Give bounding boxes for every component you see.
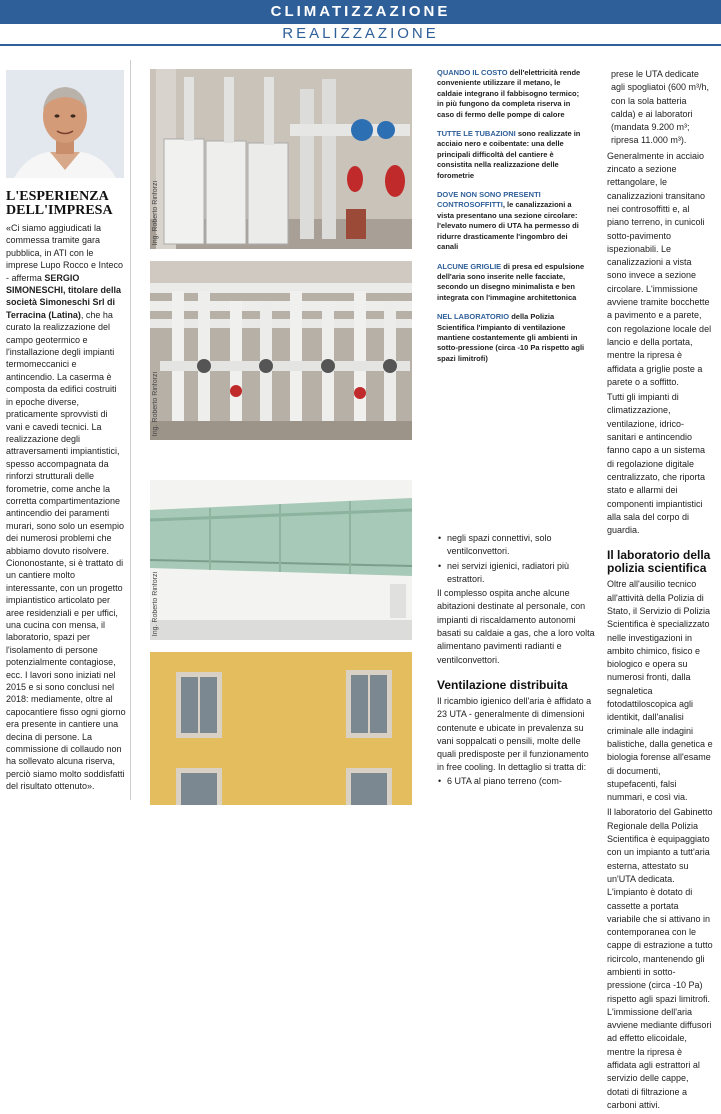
photo-credit: Ing. Roberto Rinforzi [152,180,159,245]
portrait-photo [6,70,124,178]
caption-head: NEL LABORATORIO [437,312,510,322]
caption-head: QUANDO IL COSTO [437,68,508,77]
photo-pipes [150,261,412,440]
caption [437,312,587,364]
paragraph: prese le UTA dedicate agli spogliatoi (600 m³/h, con la sola batteria calda) e ai laboratori (mandata 9.200 m³; ripresa 11.000 m³). [611,69,710,146]
caption-head: DOVE NON SONO PRESENTI CONTROSOFFITTI [437,190,541,210]
paragraph: Il ricambio igienico dell'aria è affidato a 23 UTA - generalmente di dimensioni contenute e ubicate in prevalenza su vani soppalcati o pensili, molte delle quali predisposte per il funzionamento in free cooling. In dettaglio si tratta di: [437,695,592,773]
photo-credit: Ing. Roberto Rinforzi [152,571,159,636]
header-rule [0,44,721,46]
caption [437,68,587,120]
paragraph: Generalmente in acciaio zincato a sezione rettangolare, le canalizzazioni transitano nei controsoffitti e, al piano terreno, in cunicoli sotto-pavimento ispezionabili. Le canalizzazioni a vista sono invece a sezione circolare. L'immissione avviene tramite bocchette a pavimento e a parete, con regolazione locale del lancio e della portata, mentre la ripresa è affidata a griglie poste a parete o a soffitto. [607,150,712,387]
list-item: • nei servizi igienici, radiatori più estrattori. [447,560,597,587]
sidebar-body: , che ha curato la realizzazione del campo geotermico e l'installazione degli impianti termomeccanici e antincendio. La caserma è composta da edifici costruiti in epoche diverse, praticamente sprovvisti di vani e cavedi tecnici. La realizzazione degli attraversamenti impiantistici, spesso accompagnata da rinforzi strutturali delle forometrie, come anche la corretta compartimentazione antincendio dei paramenti murari, sono solo un esempio dei numerosi problemi che abbiamo dovuto risolvere. Ciononostante, si è trattato di un cantiere molto interessante, con un progetto impiantistico articolato per aree residenziali e per uffici, una cucina con mensa, il laboratorio, spazi per l'isolamento di persone potenzialmente contagiose, ecc. I lavori sono iniziati nel 2015 e si sono conclusi nel 2018: mediamente, oltre al capocantiere fisso ogni giorno era presente in cantiere una decina di persone. La commissione di collaudo non ha sollevato alcuna riserva, perciò siamo molto soddisfatti del risultato ottenuto». [6,309,126,792]
caption [437,129,587,181]
section-heading: Ventilazione distribuita [437,677,568,692]
paragraph: Tutti gli impianti di climatizzazione, ventilazione, idrico-sanitari e antincendio fanno capo a un sistema di regolazione digitale centralizzato, che riporta stato e allarmi dei componenti impiantistici alla sala del corpo di guardia. [607,392,706,536]
photo-credit: Ing. Roberto Rinforzi [152,371,159,436]
sidebar-title: L'ESPERIENZA DELL'IMPRESA [6,189,113,218]
photo-captions [437,68,587,373]
list-item: • 6 UTA al piano terreno (com- [447,775,597,788]
caption-text: dell'elettricità rende conveniente utilizzare il metano, le caldaie integrano il fabbisogno termico; in più fungono da completa riserva in caso di fermo delle pompe di calore [437,68,581,119]
caption-text: sono realizzate in acciaio nero e coibentate: una delle principali difficoltà del cantiere è consistita nella realizzazione delle forometrie [437,129,581,180]
caption-head: TUTTE LE TUBAZIONI [437,129,516,139]
sidebar-box [6,190,126,793]
caption-text: , le canalizzazioni a vista presentano una sezione circolare: l'elevato numero di UTA ha permesso di ridurre drasticamente l'ingombro dei canali [437,200,579,252]
photo-facade [150,652,412,805]
paragraph: Il laboratorio del Gabinetto Regionale della Polizia Scientifica è equipaggiato con un impianto a tutt'aria esterna, attestato su un'UTA dedicata. L'impianto è dotato di cassette a portata variabile che si attivano in contemporanea con le cappe di estrazione a tutto ricircolo, mantenendo gli ambienti in sotto-pressione (circa -10 Pa) rispetto agli spazi limitrofi. L'immissione dell'aria avviene mediante diffusori ad effetto elicoidale, mentre la ripresa è affidata agli estrattori al servizio delle cappe, dotati di filtrazione a carboni attivi. [607,807,713,1110]
photo-boiler-room [150,69,412,249]
bullet-list [437,775,597,788]
section-heading: Il laboratorio della polizia scientifica [607,548,711,576]
paragraph: Oltre all'ausilio tecnico all'attività della Polizia di Stato, il Servizio di Polizia Scientifica è specializzato nelle investigazioni in ambito chimico, fisico e biologico e opera su numerosi fronti, dalla segnaletica fotodattiloscopica agli identikit, dall'analisi criminale alle indagini balistiche, dalla genetica e biologia forense all'esame di documenti, stupefacenti, falsi nummari, e così via. [607,579,713,803]
sidebar-text [6,222,126,793]
section-header: CLIMATIZZAZIONE [0,0,721,24]
list-item: • negli spazi connettivi, solo ventilconvettori. [447,532,597,559]
subsection-header: REALIZZAZIONE [282,25,439,42]
caption-text: di presa ed espulsione dell'aria sono inserite nelle facciate, secondo un disegno minimalista e ben integrata con l'immagine architettonica [437,261,585,302]
column-divider [130,60,131,800]
article-column-middle [437,532,597,789]
photo-duct [150,480,412,640]
caption-text: della Polizia Scientifica l'impianto di ventilazione mantiene costantemente gli ambienti in sotto-pressione (circa -10 Pa rispetto agli spazi limitrofi) [437,312,585,363]
sidebar-speaker: SERGIO SIMONESCHI, titolare della società Simoneschi Srl di Terracina (Latina) [6,272,122,320]
caption-head: ALCUNE GRIGLIE [437,261,502,271]
paragraph: Il complesso ospita anche alcune abitazioni destinate al personale, con impianti di riscaldamento autonomi basati su caldaie a gas, che a loro volta alimentano pavimenti radianti e ventilconvettori. [437,588,595,665]
sidebar-intro: «Ci siamo aggiudicati la commessa tramite gara pubblica, in ATI con le imprese Lupo Rocco e Inteco - afferma [6,223,124,283]
bullet-list [437,532,597,586]
caption [437,190,587,252]
caption [437,262,587,304]
article-column-right [607,68,713,1114]
